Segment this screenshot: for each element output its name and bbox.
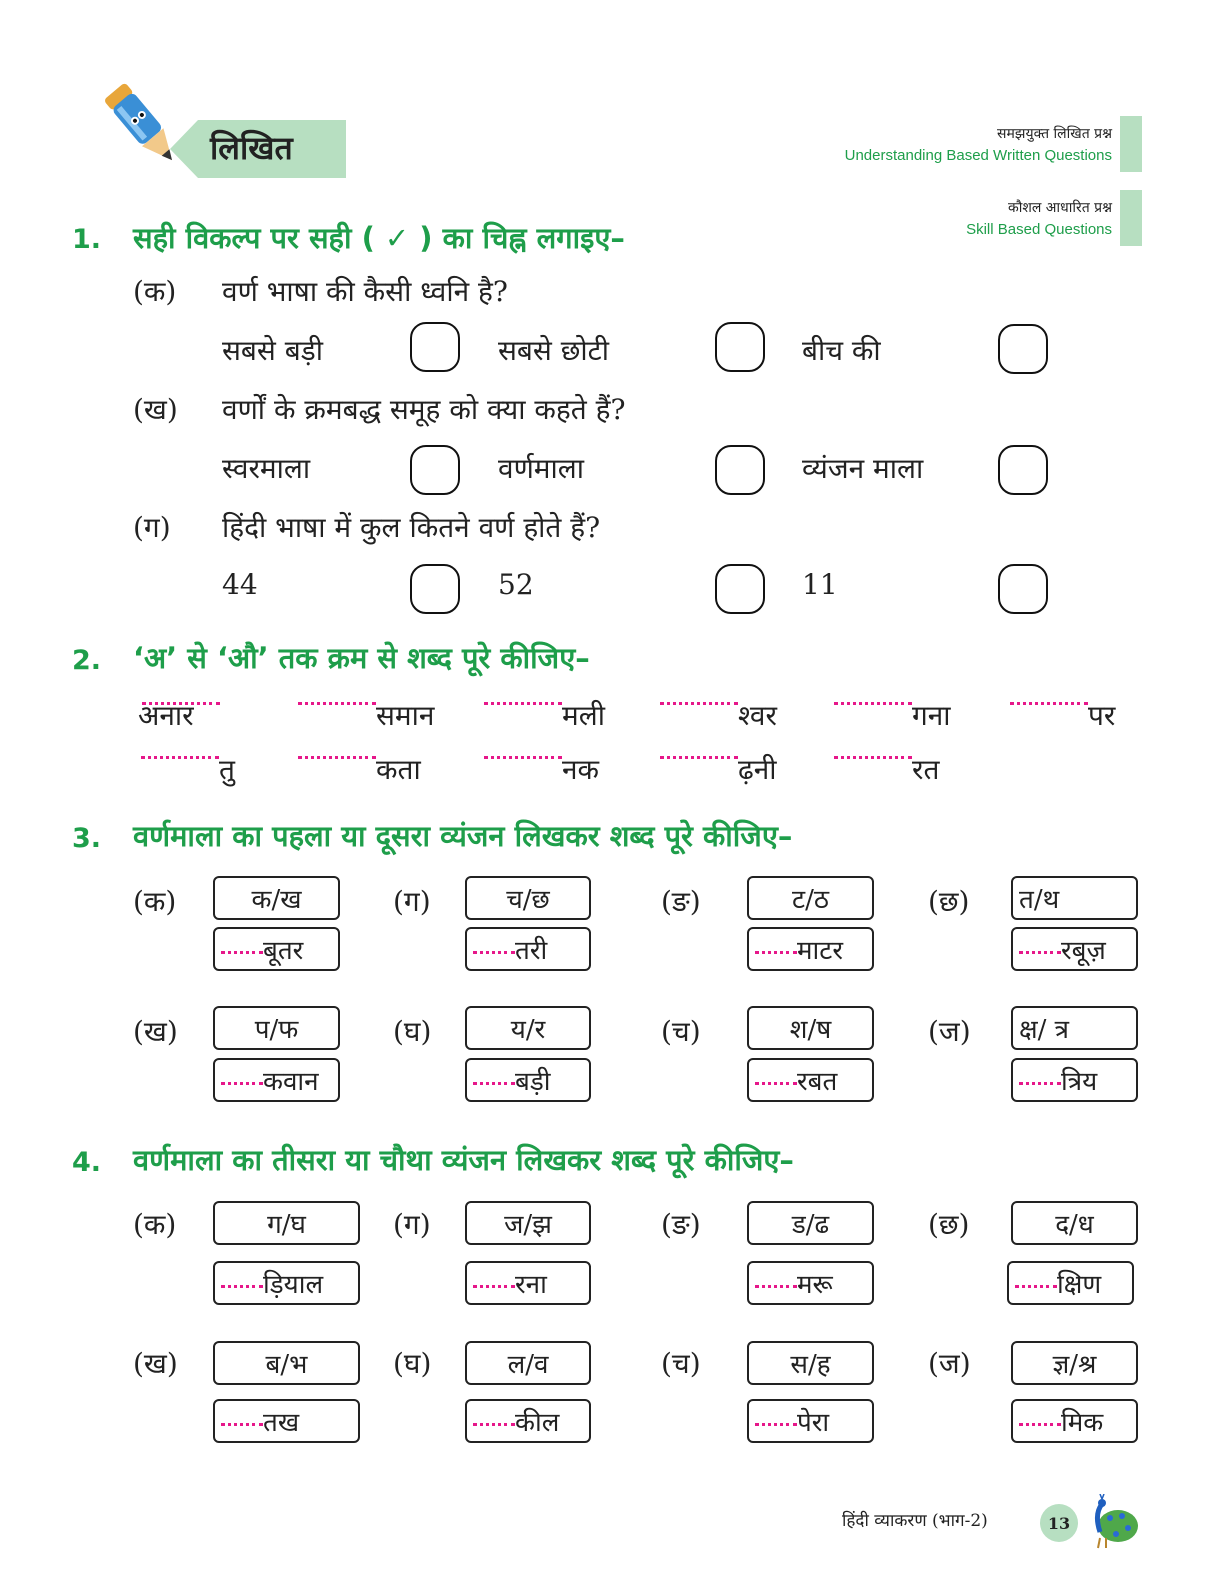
q1c-checkbox-1[interactable] [410,564,460,614]
blank-dots[interactable] [660,702,738,705]
blank-dots[interactable] [755,1082,797,1085]
q1a-label: (क) [133,275,177,308]
q4-item-label: (ख) [133,1347,178,1380]
q4-hint-box: द/ध [1011,1201,1138,1245]
blank-dots[interactable] [473,1423,515,1426]
q2-word: नक [484,750,599,788]
q3-answer-box[interactable]: बूतर [213,927,340,971]
q1c-checkbox-3[interactable] [998,564,1048,614]
q1c-option-2: 52 [498,568,534,601]
blank-dots[interactable] [141,756,219,759]
q2-word: रत [834,750,939,788]
blank-dots[interactable] [484,702,562,705]
footer-book-title: हिंदी व्याकरण (भाग-2) [842,1511,988,1531]
q4-answer-box[interactable]: कील [465,1399,591,1443]
q1b-checkbox-2[interactable] [715,445,765,495]
blank-dots[interactable] [221,1423,263,1426]
blank-dots[interactable] [298,756,376,759]
q1a-checkbox-2[interactable] [715,322,765,372]
q3-answer-box[interactable]: त्रिय [1011,1058,1138,1102]
q1a-option-1: सबसे बड़ी [222,334,323,367]
q2-title: ‘अ’ से ‘औ’ तक क्रम से शब्द पूरे कीजिए– [133,641,590,675]
q3-answer-box[interactable]: रबूज़ [1011,927,1138,971]
q4-answer-box[interactable]: तख [213,1399,360,1443]
q3-title: वर्णमाला का पहला या दूसरा व्यंजन लिखकर शब्द पूरे कीजिए– [133,819,793,853]
q3-hint-box: य/र [465,1006,591,1050]
q4-number: 4. [72,1147,102,1178]
blank-dots[interactable] [660,756,738,759]
q2-word: गना [834,696,951,734]
blank-dots[interactable] [1019,951,1061,954]
peacock-icon [1080,1494,1140,1550]
q3-answer-box[interactable]: तरी [465,927,591,971]
q4-item-label: (ग) [393,1208,431,1241]
q1b-option-1: स्वरमाला [222,452,311,485]
q4-answer-box[interactable]: क्षिण [1007,1261,1134,1305]
blank-dots[interactable] [473,1285,515,1288]
q1c-option-3: 11 [802,568,838,601]
q1c-label: (ग) [133,511,171,544]
q4-hint-box: ल/व [465,1341,591,1385]
q3-hint-box: त/थ [1011,876,1138,920]
q1b-label: (ख) [133,393,178,426]
q3-hint-box: ट/ठ [747,876,874,920]
q1c-question: हिंदी भाषा में कुल कितने वर्ण होते हैं? [222,511,601,544]
q4-answer-box[interactable]: पेरा [747,1399,874,1443]
blank-dots [142,702,220,705]
q3-answer-box[interactable]: कवान [213,1058,340,1102]
q4-hint-box: ड/ढ [747,1201,874,1245]
q3-item-label: (ख) [133,1015,178,1048]
q4-item-label: (घ) [393,1347,432,1380]
q4-item-label: (ङ) [661,1208,701,1241]
q1a-checkbox-3[interactable] [998,324,1048,374]
blank-dots[interactable] [298,702,376,705]
q1c-checkbox-2[interactable] [715,564,765,614]
q2-word: श्वर [660,696,777,734]
q3-item-label: (ग) [393,885,431,918]
tag-bar [1120,116,1142,172]
q3-answer-box[interactable]: बड़ी [465,1058,591,1102]
q1b-question: वर्णों के क्रमबद्ध समूह को क्या कहते हैं? [222,393,626,426]
tag-bar [1120,190,1142,246]
q4-answer-box[interactable]: रना [465,1261,591,1305]
q4-item-label: (ज) [928,1347,971,1380]
q2-word: पर [1010,696,1115,734]
q3-answer-box[interactable]: माटर [747,927,874,971]
q4-hint-box: ग/घ [213,1201,360,1245]
q3-hint-box: च/छ [465,876,591,920]
q3-item-label: (घ) [393,1015,432,1048]
q4-item-label: (क) [133,1208,177,1241]
blank-dots[interactable] [755,951,797,954]
q3-item-label: (ङ) [661,885,701,918]
blank-dots[interactable] [834,756,912,759]
q3-item-label: (ज) [928,1015,971,1048]
q4-item-label: (छ) [928,1208,970,1241]
blank-dots[interactable] [221,1285,263,1288]
q4-hint-box: ज/झ [465,1201,591,1245]
blank-dots[interactable] [1019,1423,1061,1426]
q1a-checkbox-1[interactable] [410,322,460,372]
q1a-question: वर्ण भाषा की कैसी ध्वनि है? [222,275,508,308]
q1a-option-3: बीच की [802,334,881,367]
q2-word: समान [298,696,434,734]
q3-item-label: (च) [661,1015,701,1048]
q2-word: अनार [138,696,194,734]
blank-dots[interactable] [484,756,562,759]
q2-word: मली [484,696,605,734]
q3-answer-box[interactable]: रबत [747,1058,874,1102]
q4-answer-box[interactable]: ड़ियाल [213,1261,360,1305]
tag-understanding-hi: समझयुक्त लिखित प्रश्न [997,126,1112,142]
q1-number: 1. [72,224,102,255]
q2-word: तु [141,750,235,788]
q1b-option-3: व्यंजन माला [802,452,924,485]
q3-hint-box: क/ख [213,876,340,920]
q3-hint-box: क्ष/ त्र [1011,1006,1138,1050]
q1b-option-2: वर्णमाला [498,452,585,485]
q4-title: वर्णमाला का तीसरा या चौथा व्यंजन लिखकर शब्द पूरे कीजिए– [133,1143,794,1177]
section-badge: लिखित [210,129,293,167]
q2-word: कता [298,750,421,788]
q1-title: सही विकल्प पर सही ( ✓ ) का चिह्न लगाइए– [133,221,625,255]
blank-dots[interactable] [221,1082,263,1085]
q3-hint-box: श/ष [747,1006,874,1050]
blank-dots[interactable] [473,1082,515,1085]
q2-word: ढ़नी [660,750,777,788]
blank-dots[interactable] [473,951,515,954]
q4-answer-box[interactable]: मिक [1011,1399,1138,1443]
q4-answer-box[interactable]: मरू [747,1261,874,1305]
q4-item-label: (च) [661,1347,701,1380]
q3-hint-box: प/फ [213,1006,340,1050]
q2-number: 2. [72,645,102,676]
blank-dots[interactable] [1015,1285,1057,1288]
blank-dots[interactable] [755,1285,797,1288]
blank-dots[interactable] [1019,1082,1061,1085]
blank-dots[interactable] [834,702,912,705]
q1a-option-2: सबसे छोटी [498,334,609,367]
q4-hint-box: ज्ञ/श्र [1011,1341,1138,1385]
q4-hint-box: ब/भ [213,1341,360,1385]
blank-dots[interactable] [755,1423,797,1426]
tag-skill-hi: कौशल आधारित प्रश्न [1007,200,1112,216]
page-number: 13 [1040,1504,1078,1542]
blank-dots[interactable] [221,951,263,954]
q4-hint-box: स/ह [747,1341,874,1385]
tag-understanding-en: Understanding Based Written Questions [844,147,1112,164]
q3-item-label: (क) [133,885,177,918]
q3-item-label: (छ) [928,885,970,918]
tag-skill-en: Skill Based Questions [966,221,1112,238]
q3-number: 3. [72,823,102,854]
q1c-option-1: 44 [222,568,258,601]
q1b-checkbox-1[interactable] [410,445,460,495]
blank-dots[interactable] [1010,702,1088,705]
q1b-checkbox-3[interactable] [998,445,1048,495]
